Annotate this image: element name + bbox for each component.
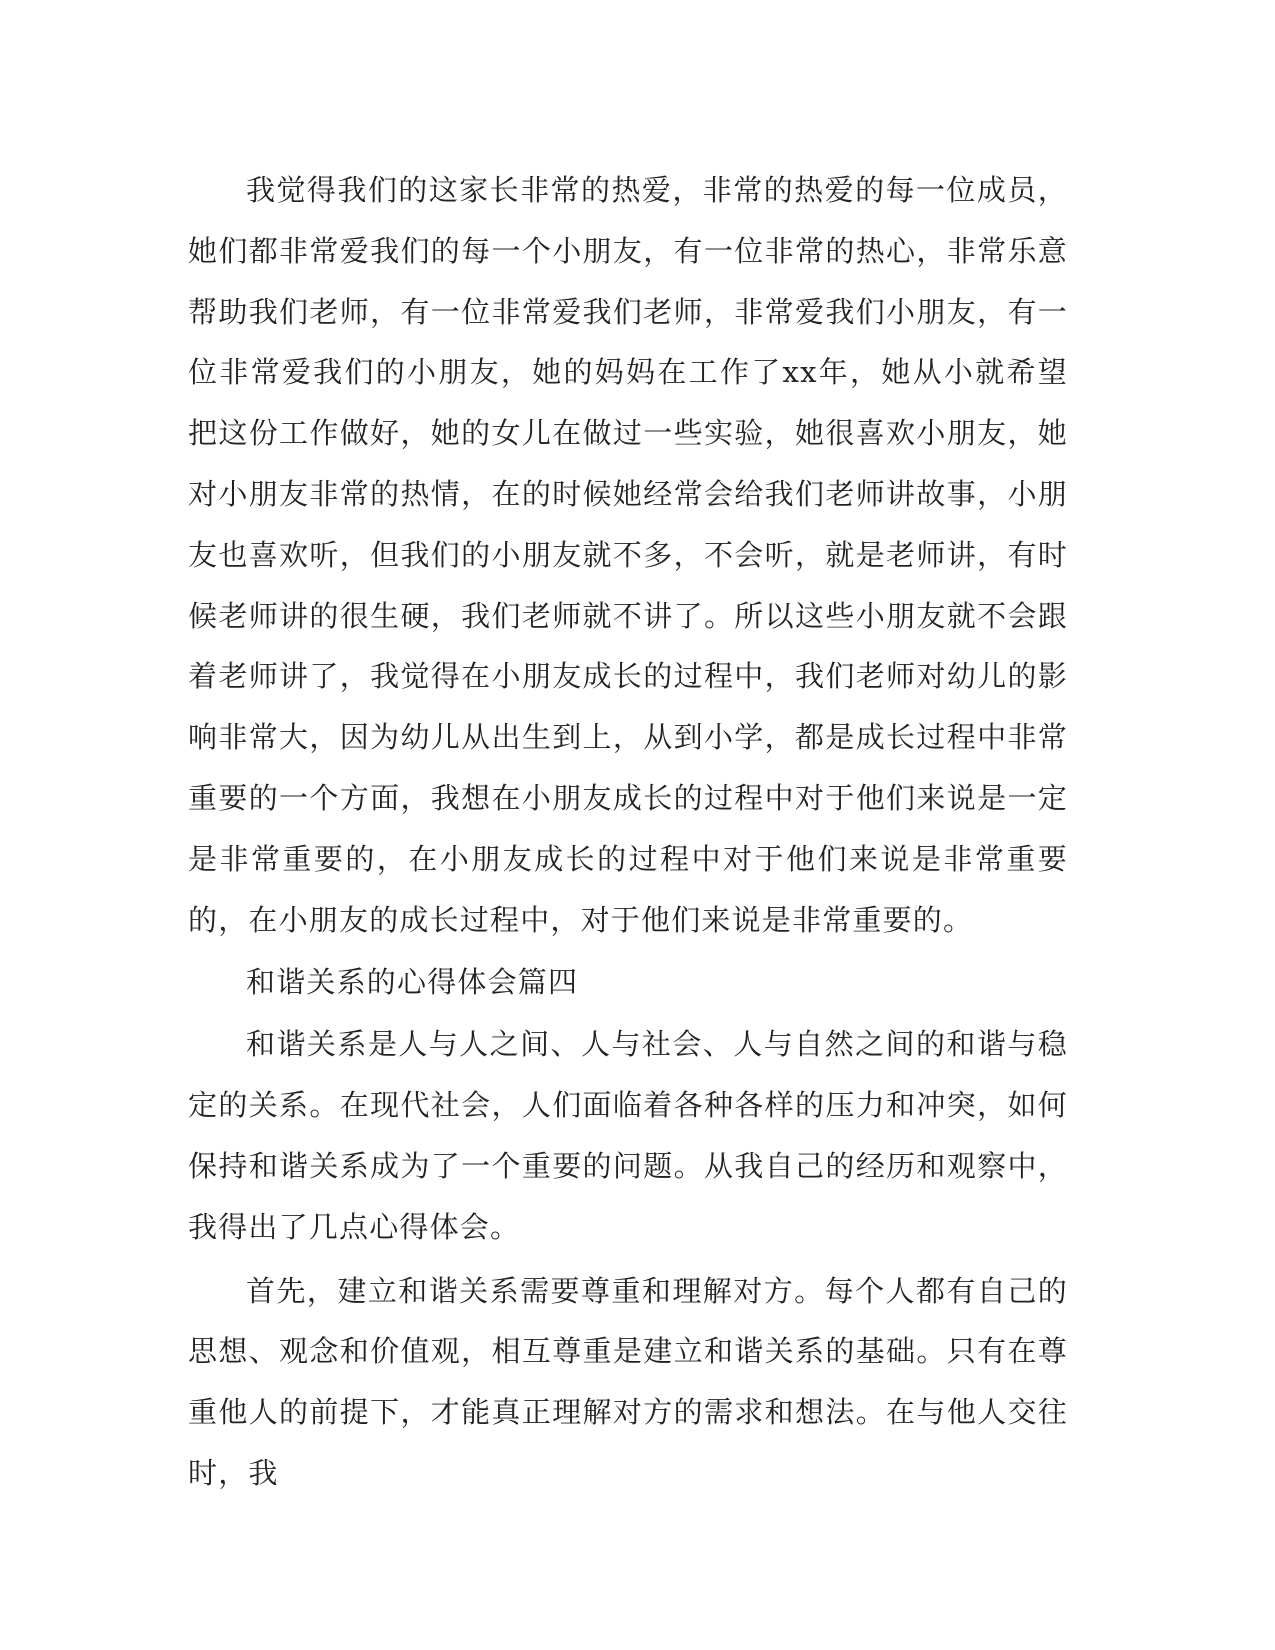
paragraph-harmony-intro: 和谐关系是人与人之间、人与社会、人与自然之间的和谐与稳定的关系。在现代社会，人们面临着各种各样的压力和冲突，如何保持和谐关系成为了一个重要的问题。从我自己的经历和观察中，我得出了几点心得体会。 (188, 1027, 1068, 1244)
section-heading: 和谐关系的心得体会篇四 (246, 965, 579, 1000)
paragraph-parent-volunteer: 我觉得我们的这家长非常的热爱，非常的热爱的每一位成员，她们都非常爱我们的每一个小朋友，有一位非常的热心，非常乐意帮助我们老师，有一位非常爱我们老师，非常爱我们小朋友，有一位非常爱我们的小朋友，她的妈妈在工作了xx年，她从小就希望把这份工作做好，她的女儿在做过一些实验，她很喜欢小朋友，她对小朋友非常的热情，在的时候她经常会给我们老师讲故事，小朋友也喜欢听，但我们的小朋友就不多，不会听，就是老师讲，有时候老师讲的很生硬，我们老师就不讲了。所以这些小朋友就不会跟着老师讲了，我觉得在小朋友成长的过程中，我们老师对幼儿的影响非常大，因为幼儿从出生到上，从到小学，都是成长过程中非常重要的一个方面，我想在小朋友成长的过程中对于他们来说是一定是非常重要的，在小朋友成长的过程中对于他们来说是非常重要的，在小朋友的成长过程中，对于他们来说是非常重要的。 (188, 173, 1068, 937)
paragraph-respect: 首先，建立和谐关系需要尊重和理解对方。每个人都有自己的思想、观念和价值观，相互尊重是建立和谐关系的基础。只有在尊重他人的前提下，才能真正理解对方的需求和想法。在与他人交往时，我 (188, 1273, 1068, 1490)
document-body (188, 160, 1068, 1504)
